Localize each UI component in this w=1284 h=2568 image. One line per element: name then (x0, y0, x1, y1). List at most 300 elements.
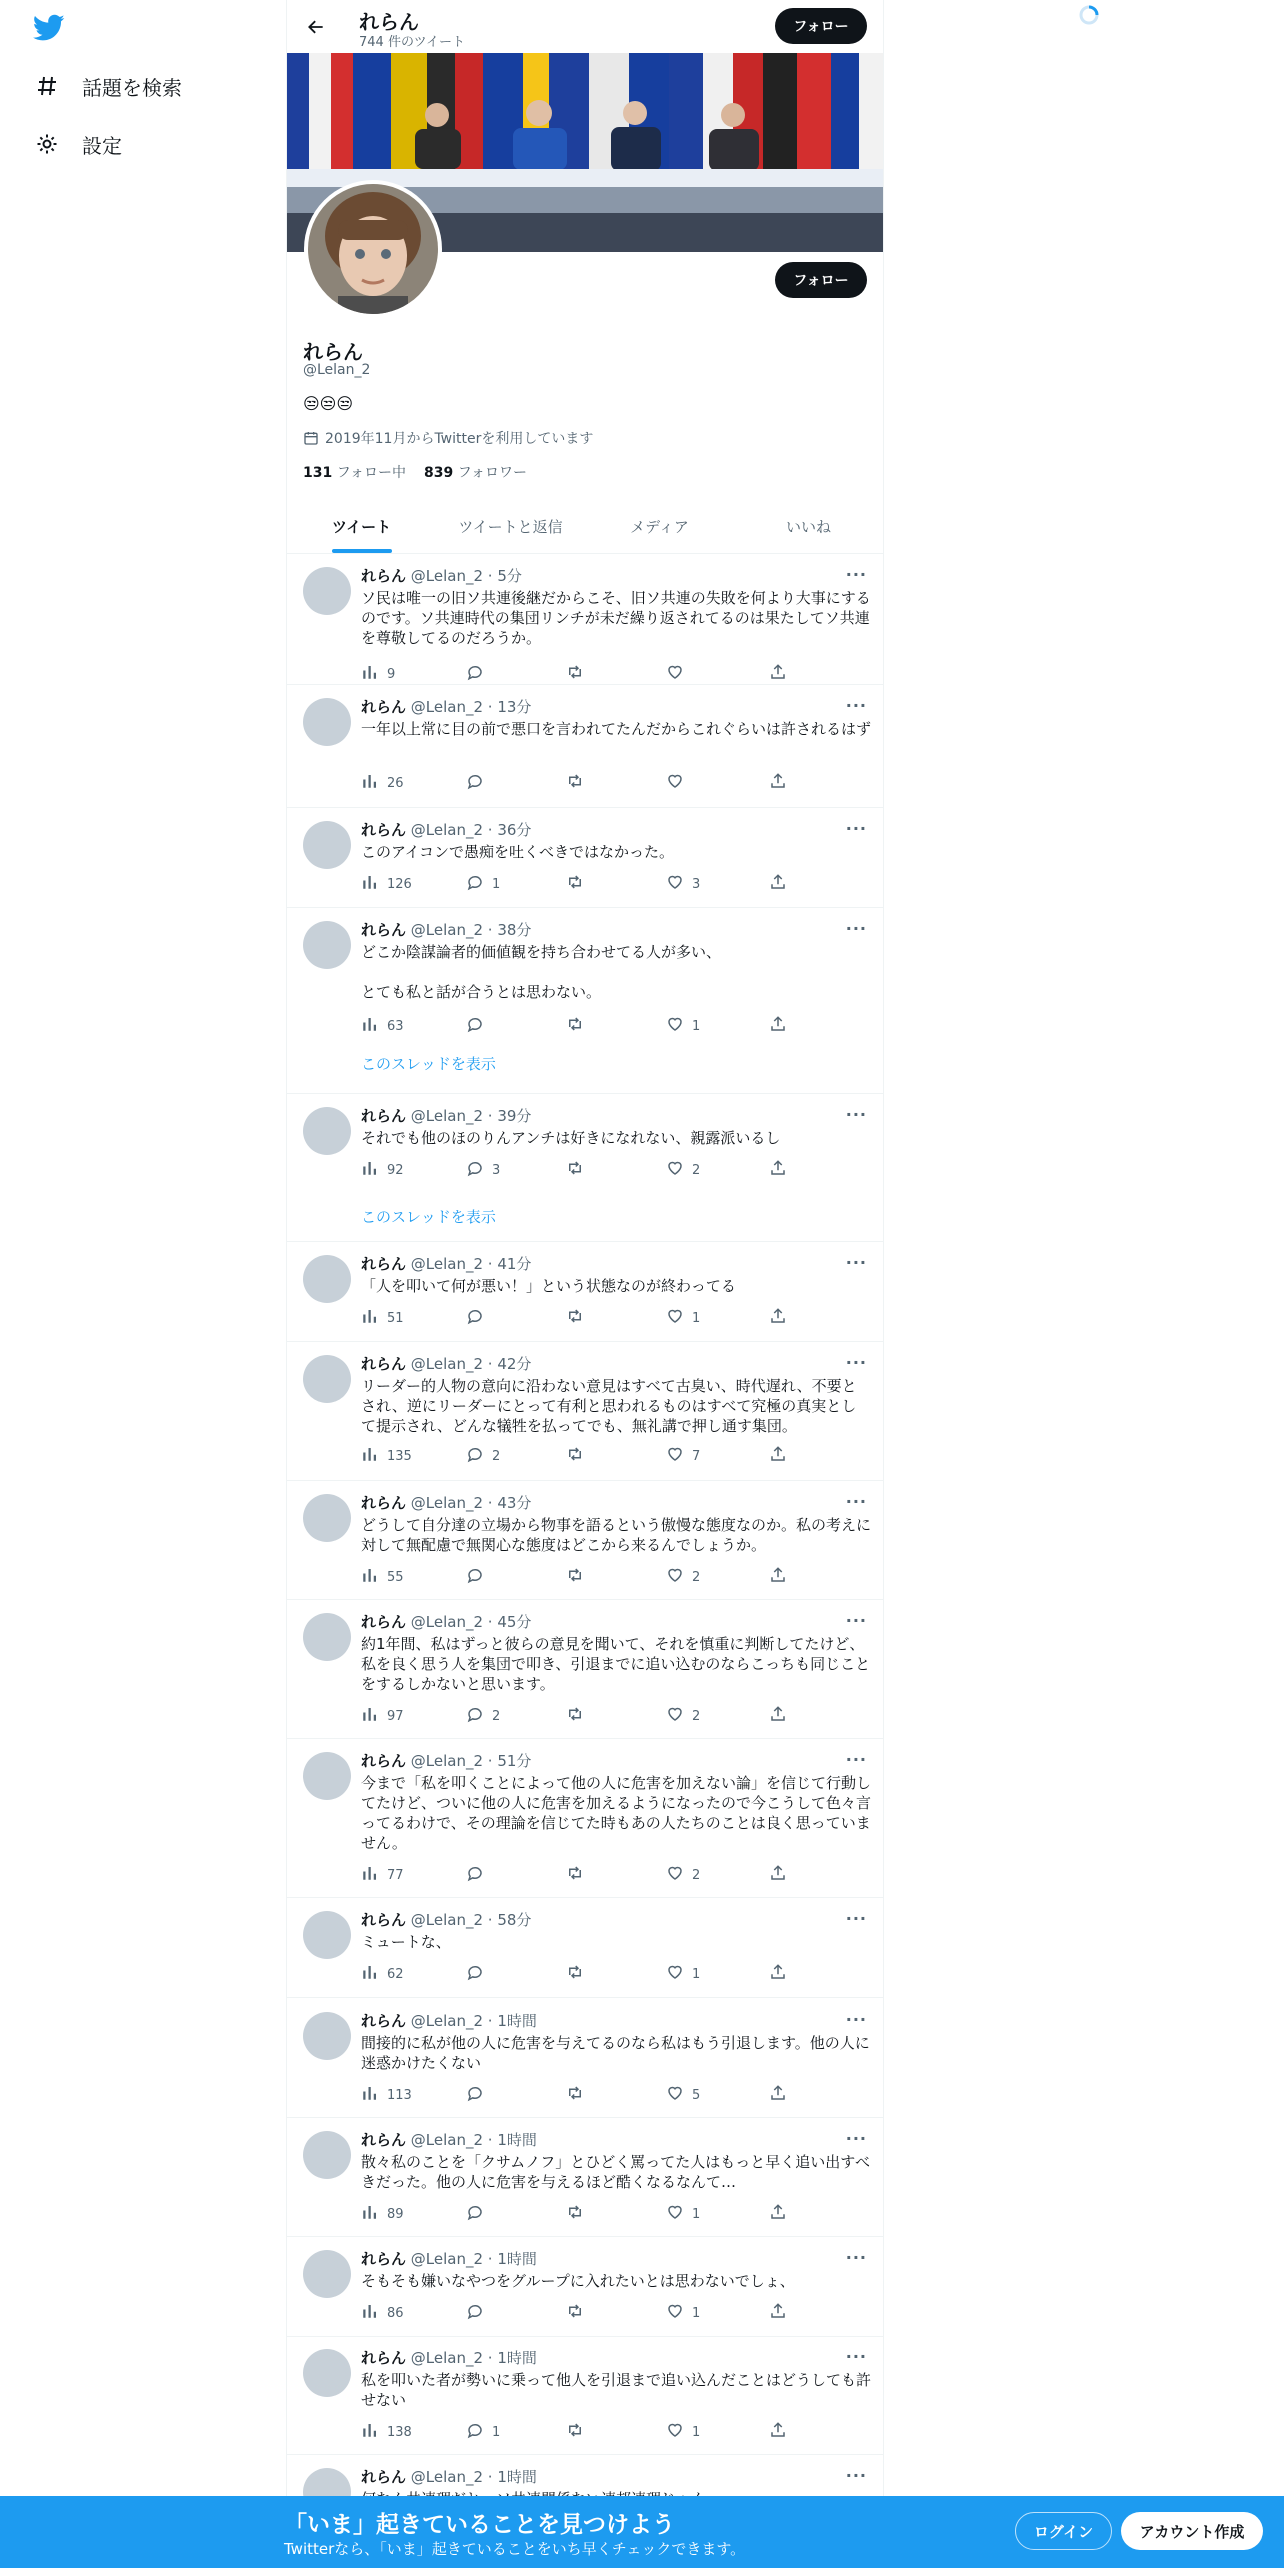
tweet-author-name[interactable]: れらん (361, 1355, 407, 1373)
tweet-avatar[interactable] (303, 821, 351, 869)
reply-button[interactable] (466, 663, 492, 685)
more-options-icon[interactable]: ··· (845, 1353, 867, 1372)
share-icon (769, 1566, 787, 1588)
reply-button[interactable] (466, 2203, 492, 2225)
tweet-header (361, 1353, 531, 1374)
tweet-header (361, 1253, 531, 1274)
views-icon (361, 1445, 379, 1467)
tweet-handle-time: @Lelan_2 · 1時間 (410, 2012, 537, 2030)
reply-icon (466, 2302, 484, 2324)
tweet-handle-time: @Lelan_2 · 39分 (410, 1107, 532, 1125)
nav-settings[interactable] (34, 124, 122, 164)
retweet-button[interactable] (566, 1705, 592, 1727)
profile-follow-stats (303, 462, 527, 482)
views-button[interactable] (361, 2421, 412, 2443)
retweet-button[interactable] (566, 1307, 592, 1329)
reply-icon (466, 2421, 484, 2443)
views-button[interactable] (361, 1015, 404, 1037)
views-count: 26 (387, 775, 404, 791)
tweet-handle-time: @Lelan_2 · 13分 (410, 698, 532, 716)
retweet-button[interactable] (566, 1015, 592, 1037)
like-count: 5 (692, 2087, 701, 2103)
share-icon (769, 1307, 787, 1329)
views-icon (361, 1963, 379, 1985)
tweet-avatar[interactable] (303, 2131, 351, 2179)
retweet-icon (566, 1963, 584, 1985)
tweet-handle-time: @Lelan_2 · 36分 (410, 821, 532, 839)
tweet-text: 約1年間、私はずっと彼らの意見を聞いて、それを慎重に判断してたけど、私を良く思う人を集団で叩き、引退までに追い込むのならこっちも同じことをするしかないと思います。 (361, 1635, 871, 1693)
tweet-avatar[interactable] (303, 1911, 351, 1959)
reply-button[interactable] (466, 2084, 492, 2106)
like-button[interactable] (666, 1159, 700, 1181)
retweet-button[interactable] (566, 1963, 592, 1985)
twitter-logo-icon[interactable] (33, 14, 65, 42)
following-link[interactable]: 131 フォロー中 (303, 465, 406, 481)
views-button[interactable] (361, 1566, 404, 1588)
calendar-icon (303, 430, 319, 446)
like-count: 1 (692, 1018, 701, 1034)
header-tweet-count: 744 件のツイート (359, 35, 466, 50)
share-button[interactable] (769, 1445, 787, 1467)
like-button[interactable] (666, 1445, 700, 1467)
tweet-handle-time: @Lelan_2 · 38分 (410, 921, 532, 939)
tweet[interactable] (287, 809, 883, 908)
retweet-button[interactable] (566, 2421, 592, 2443)
tweet-text: そもそも嫌いなやつをグループに入れたいとは思わないでしょ、 (361, 2272, 795, 2290)
reply-button[interactable] (466, 1566, 492, 1588)
heart-icon (666, 873, 684, 895)
more-options-icon[interactable]: ··· (845, 1750, 867, 1769)
views-count: 97 (387, 1708, 404, 1724)
share-icon (769, 663, 787, 685)
share-button[interactable] (769, 1864, 787, 1886)
tweet-author-name[interactable]: れらん (361, 2012, 407, 2030)
tweet-author-name[interactable]: れらん (361, 2349, 407, 2367)
nav-explore[interactable] (34, 66, 182, 106)
signup-button[interactable]: アカウント作成 (1121, 2512, 1263, 2550)
retweet-button[interactable] (566, 2084, 592, 2106)
like-button[interactable] (666, 1307, 700, 1329)
views-button[interactable] (361, 1864, 404, 1886)
more-options-icon[interactable]: ··· (845, 1492, 867, 1511)
tweet-avatar[interactable] (303, 2349, 351, 2397)
more-options-icon[interactable]: ··· (845, 565, 867, 584)
reply-icon (466, 1445, 484, 1467)
profile-follow-button[interactable]: フォロー (775, 262, 867, 298)
tweet-header (361, 2129, 537, 2150)
profile-avatar[interactable] (304, 180, 442, 318)
reply-count: 1 (492, 876, 501, 892)
reply-icon (466, 1159, 484, 1181)
tweet-avatar[interactable] (303, 921, 351, 969)
tweet-avatar[interactable] (303, 1355, 351, 1403)
tweet-header (361, 2347, 537, 2368)
signup-banner (0, 2496, 1284, 2568)
tweet-header (361, 919, 531, 940)
heart-icon (666, 2421, 684, 2443)
more-options-icon[interactable]: ··· (845, 2129, 867, 2148)
views-button[interactable] (361, 772, 404, 794)
tweet-author-name[interactable]: れらん (361, 1752, 407, 1770)
tweet-author-name[interactable]: れらん (361, 2250, 407, 2268)
tweet-author-name[interactable]: れらん (361, 1911, 407, 1929)
heart-icon (666, 2302, 684, 2324)
reply-button[interactable] (466, 772, 492, 794)
followers-link[interactable]: 839 フォロワー (424, 465, 527, 481)
tweet-actions (361, 2421, 781, 2441)
views-count: 9 (387, 666, 396, 682)
more-options-icon[interactable]: ··· (845, 819, 867, 838)
share-icon (769, 1963, 787, 1985)
views-button[interactable] (361, 1307, 404, 1329)
like-count: 2 (692, 1162, 701, 1178)
like-button[interactable] (666, 772, 692, 794)
show-thread-link[interactable]: このスレッドを表示 (361, 1055, 496, 1073)
tweet-author-name[interactable]: れらん (361, 1255, 407, 1273)
tweet[interactable] (287, 555, 883, 685)
tweet-header (361, 1105, 531, 1126)
views-count: 138 (387, 2424, 412, 2440)
tab-media[interactable]: メディア (630, 518, 689, 536)
share-icon (769, 2203, 787, 2225)
retweet-button[interactable] (566, 2203, 592, 2225)
tweet-text: 間接的に私が他の人に危害を与えてるのなら私はもう引退します。他の人に迷惑かけたくない (361, 2034, 870, 2072)
like-count: 2 (692, 1708, 701, 1724)
retweet-button[interactable] (566, 873, 592, 895)
tweet[interactable] (287, 1095, 883, 1242)
tweet-avatar[interactable] (303, 698, 351, 746)
like-count: 2 (692, 1867, 701, 1883)
tweet-header (361, 1909, 531, 1930)
tweet[interactable] (287, 2238, 883, 2337)
loading-spinner-icon (1078, 4, 1100, 26)
profile-handle: @Lelan_2 (303, 362, 371, 378)
reply-button[interactable] (466, 1963, 492, 1985)
tweet-actions (361, 1705, 781, 1725)
views-icon (361, 1159, 379, 1181)
profile-header-bar (287, 0, 883, 53)
retweet-icon (566, 873, 584, 895)
views-icon (361, 772, 379, 794)
tweet-text: 散々私のことを「クサムノフ」とひどく罵ってた人はもっと早く追い出すべきだった。他の人に危害を与えるほど酷くなるなんて… (361, 2153, 870, 2191)
like-count: 1 (692, 1966, 701, 1982)
like-button[interactable] (666, 1015, 700, 1037)
reply-button[interactable] (466, 873, 500, 895)
tweet-text: リーダー的人物の意向に沿わない意見はすべて古臭い、時代遅れ、不要とされ、逆にリーダーにとって有利と思われるものはすべて究極の真実として提示され、どんな犠牲を払ってでも、無礼講で押し通す集団。 (361, 1377, 857, 1435)
heart-icon (666, 1864, 684, 1886)
share-button[interactable] (769, 1159, 787, 1181)
tab-tweets-replies[interactable]: ツイートと返信 (458, 518, 563, 536)
share-button[interactable] (769, 2084, 787, 2106)
tweet-avatar[interactable] (303, 567, 351, 615)
tweet-handle-time: @Lelan_2 · 41分 (410, 1255, 532, 1273)
retweet-button[interactable] (566, 772, 592, 794)
retweet-button[interactable] (566, 1159, 592, 1181)
views-icon (361, 1307, 379, 1329)
share-icon (769, 1705, 787, 1727)
share-button[interactable] (769, 1963, 787, 1985)
tweet-avatar[interactable] (303, 2250, 351, 2298)
tweet-header (361, 1492, 531, 1513)
views-icon (361, 1015, 379, 1037)
tweet-text: それでも他のほのりんアンチは好きになれない、親露派いるし (361, 1129, 781, 1147)
show-thread-link[interactable]: このスレッドを表示 (361, 1208, 496, 1226)
tweet-text: 今まで「私を叩くことによって他の人に危害を加えない論」を信じて行動してたけど、ついに他の人に危害を加えるようになったので今こうして色々言ってるわけで、その理論を信じてた時もあの人たちのことは良く思っていません。 (361, 1774, 872, 1852)
header-follow-button[interactable]: フォロー (775, 8, 867, 44)
like-count: 2 (692, 1569, 701, 1585)
tweet[interactable] (287, 909, 883, 1094)
reply-count: 3 (492, 1162, 501, 1178)
retweet-icon (566, 2421, 584, 2443)
tweet-handle-time: @Lelan_2 · 1時間 (410, 2131, 537, 2149)
more-options-icon[interactable]: ··· (845, 2248, 867, 2267)
retweet-icon (566, 663, 584, 685)
tweet-handle-time: @Lelan_2 · 5分 (410, 567, 522, 585)
profile-bio: 😒😒😒 (303, 394, 354, 413)
more-options-icon[interactable]: ··· (845, 919, 867, 938)
tweet-author-name[interactable]: れらん (361, 1107, 407, 1125)
more-options-icon[interactable]: ··· (845, 1909, 867, 1928)
tab-likes[interactable]: いいね (785, 518, 831, 536)
share-button[interactable] (769, 663, 787, 685)
tweet-author-name[interactable]: れらん (361, 1494, 407, 1512)
views-count: 86 (387, 2305, 404, 2321)
share-button[interactable] (769, 873, 787, 895)
tweet-text: どうして自分達の立場から物事を語るという傲慢な態度なのか。私の考えに対して無配慮で無関心な態度はどこから来るんでしょうか。 (361, 1516, 872, 1554)
tweet[interactable] (287, 2119, 883, 2237)
like-count: 3 (692, 876, 701, 892)
reply-icon (466, 2084, 484, 2106)
tweet-author-name[interactable]: れらん (361, 567, 407, 585)
retweet-button[interactable] (566, 663, 592, 685)
reply-button[interactable] (466, 1307, 492, 1329)
more-options-icon[interactable]: ··· (845, 2466, 867, 2485)
tweet-actions (361, 1445, 781, 1465)
tweet-author-name[interactable]: れらん (361, 698, 407, 716)
tweet-avatar[interactable] (303, 1107, 351, 1155)
views-button[interactable] (361, 2203, 404, 2225)
tweet-text: ソ民は唯一の旧ソ共連後継だからこそ、旧ソ共連の失敗を何より大事にするのです。ソ共連時代の集団リンチが未だ繰り返されてるのは果たしてソ共連を尊敬してるのだろうか。 (361, 589, 871, 647)
share-button[interactable] (769, 1705, 787, 1727)
views-button[interactable] (361, 2084, 412, 2106)
reply-button[interactable] (466, 1159, 500, 1181)
tweet[interactable] (287, 1343, 883, 1481)
views-count: 113 (387, 2087, 412, 2103)
share-button[interactable] (769, 1566, 787, 1588)
like-button[interactable] (666, 1963, 700, 1985)
share-icon (769, 2421, 787, 2443)
reply-button[interactable] (466, 1705, 500, 1727)
tweet-avatar[interactable] (303, 1613, 351, 1661)
reply-icon (466, 1705, 484, 1727)
reply-icon (466, 772, 484, 794)
tweet-actions (361, 1307, 781, 1327)
tweet-actions (361, 873, 781, 893)
tweet-header (361, 565, 522, 586)
banner-subtitle: Twitterなら、「いま」起きていることをいち早くチェックできます。 (284, 2540, 746, 2558)
share-icon (769, 772, 787, 794)
retweet-icon (566, 1864, 584, 1886)
retweet-icon (566, 2084, 584, 2106)
like-button[interactable] (666, 2421, 700, 2443)
share-button[interactable] (769, 772, 787, 794)
reply-button[interactable] (466, 2302, 492, 2324)
retweet-button[interactable] (566, 1566, 592, 1588)
tweet-avatar[interactable] (303, 1494, 351, 1542)
share-icon (769, 1159, 787, 1181)
back-arrow-icon[interactable] (301, 12, 331, 42)
reply-count: 2 (492, 1448, 501, 1464)
views-icon (361, 1566, 379, 1588)
tweet-handle-time: @Lelan_2 · 45分 (410, 1613, 532, 1631)
more-options-icon[interactable]: ··· (845, 2010, 867, 2029)
views-count: 126 (387, 876, 412, 892)
tweet[interactable] (287, 686, 883, 808)
tweet-text: どこか陰謀論者的価値観を持ち合わせてる人が多い、 とても私と話が合うとは思わない。 (361, 943, 722, 1001)
reply-icon (466, 873, 484, 895)
heart-icon (666, 1963, 684, 1985)
tweet-text: 一年以上常に目の前で悪口を言われてたんだからこれぐらいは許されるはず (361, 720, 872, 738)
views-icon (361, 2421, 379, 2443)
retweet-button[interactable] (566, 1445, 592, 1467)
tweet[interactable] (287, 1601, 883, 1739)
tweet-author-name[interactable]: れらん (361, 921, 407, 939)
share-icon (769, 2302, 787, 2324)
like-button[interactable] (666, 1566, 700, 1588)
more-options-icon[interactable]: ··· (845, 696, 867, 715)
tweet-author-name[interactable]: れらん (361, 2468, 407, 2486)
tweet-author-name[interactable]: れらん (361, 821, 407, 839)
tweet[interactable] (287, 1243, 883, 1342)
views-icon (361, 1864, 379, 1886)
like-button[interactable] (666, 2084, 700, 2106)
heart-icon (666, 1159, 684, 1181)
views-button[interactable] (361, 1963, 404, 1985)
views-button[interactable] (361, 1705, 404, 1727)
views-icon (361, 2203, 379, 2225)
views-count: 92 (387, 1162, 404, 1178)
heart-icon (666, 1307, 684, 1329)
tweet[interactable] (287, 2000, 883, 2118)
retweet-button[interactable] (566, 1864, 592, 1886)
like-button[interactable] (666, 1864, 700, 1886)
reply-button[interactable] (466, 1445, 500, 1467)
tweet-handle-time: @Lelan_2 · 43分 (410, 1494, 532, 1512)
share-icon (769, 1445, 787, 1467)
tweet[interactable] (287, 1482, 883, 1600)
nav-label: 設定 (82, 133, 122, 158)
retweet-icon (566, 2302, 584, 2324)
like-count: 7 (692, 1448, 701, 1464)
share-button[interactable] (769, 1307, 787, 1329)
retweet-button[interactable] (566, 2302, 592, 2324)
tweet-text: このアイコンで愚痴を吐くべきではなかった。 (361, 843, 675, 861)
tweet-actions (361, 2084, 781, 2104)
heart-icon (666, 1566, 684, 1588)
reply-button[interactable] (466, 1864, 492, 1886)
tab-tweets[interactable]: ツイート (287, 500, 436, 553)
retweet-icon (566, 1159, 584, 1181)
views-count: 77 (387, 1867, 404, 1883)
tweet-author-name[interactable]: れらん (361, 2131, 407, 2149)
share-button[interactable] (769, 2302, 787, 2324)
tweet-actions (361, 2203, 781, 2223)
share-icon (769, 873, 787, 895)
like-button[interactable] (666, 2302, 700, 2324)
reply-button[interactable] (466, 1015, 492, 1037)
tweet-actions (361, 1963, 781, 1983)
retweet-icon (566, 772, 584, 794)
login-button[interactable]: ログイン (1015, 2512, 1112, 2550)
like-button[interactable] (666, 1705, 700, 1727)
like-button[interactable] (666, 2203, 700, 2225)
heart-icon (666, 1705, 684, 1727)
more-options-icon[interactable]: ··· (845, 2347, 867, 2366)
tweet-handle-time: @Lelan_2 · 1時間 (410, 2349, 537, 2367)
like-count: 1 (692, 2206, 701, 2222)
header-name: れらん (359, 10, 419, 34)
tweet-handle-time: @Lelan_2 · 1時間 (410, 2468, 537, 2486)
views-count: 51 (387, 1310, 404, 1326)
views-icon (361, 2084, 379, 2106)
tweet-avatar[interactable] (303, 1752, 351, 1800)
tweet-actions (361, 1015, 781, 1035)
tweet-actions (361, 772, 781, 792)
views-count: 89 (387, 2206, 404, 2222)
reply-icon (466, 2203, 484, 2225)
views-button[interactable] (361, 873, 412, 895)
tweet[interactable] (287, 2337, 883, 2455)
tweet-author-name[interactable]: れらん (361, 1613, 407, 1631)
reply-icon (466, 1566, 484, 1588)
tweet-text: 「人を叩いて何が悪い！」という状態なのが終わってる (361, 1277, 736, 1295)
tweet-handle-time: @Lelan_2 · 51分 (410, 1752, 532, 1770)
views-button[interactable] (361, 1159, 404, 1181)
heart-icon (666, 2084, 684, 2106)
banner-title: 「いま」起きていることを見つけよう (284, 2512, 675, 2538)
views-button[interactable] (361, 663, 395, 685)
heart-icon (666, 663, 684, 685)
tweet-header (361, 2010, 537, 2031)
views-button[interactable] (361, 1445, 412, 1467)
tweet-avatar[interactable] (303, 1255, 351, 1303)
reply-icon (466, 1015, 484, 1037)
like-button[interactable] (666, 663, 692, 685)
tweet-header (361, 819, 531, 840)
retweet-icon (566, 1015, 584, 1037)
more-options-icon[interactable]: ··· (845, 1105, 867, 1124)
more-options-icon[interactable]: ··· (845, 1611, 867, 1630)
tweet-handle-time: @Lelan_2 · 1時間 (410, 2250, 537, 2268)
reply-button[interactable] (466, 2421, 500, 2443)
share-button[interactable] (769, 2421, 787, 2443)
share-icon (769, 1015, 787, 1037)
hashtag-icon (34, 73, 60, 99)
tweet[interactable] (287, 1740, 883, 1898)
tweet-actions (361, 1864, 781, 1884)
share-button[interactable] (769, 2203, 787, 2225)
share-button[interactable] (769, 1015, 787, 1037)
more-options-icon[interactable]: ··· (845, 1253, 867, 1272)
tweet-text: ミュートな、 (361, 1933, 451, 1951)
tweet[interactable] (287, 1899, 883, 1998)
reply-count: 1 (492, 2424, 501, 2440)
views-button[interactable] (361, 2302, 404, 2324)
tweet-avatar[interactable] (303, 2012, 351, 2060)
like-button[interactable] (666, 873, 700, 895)
profile-name: れらん (303, 340, 363, 364)
like-count: 1 (692, 1310, 701, 1326)
